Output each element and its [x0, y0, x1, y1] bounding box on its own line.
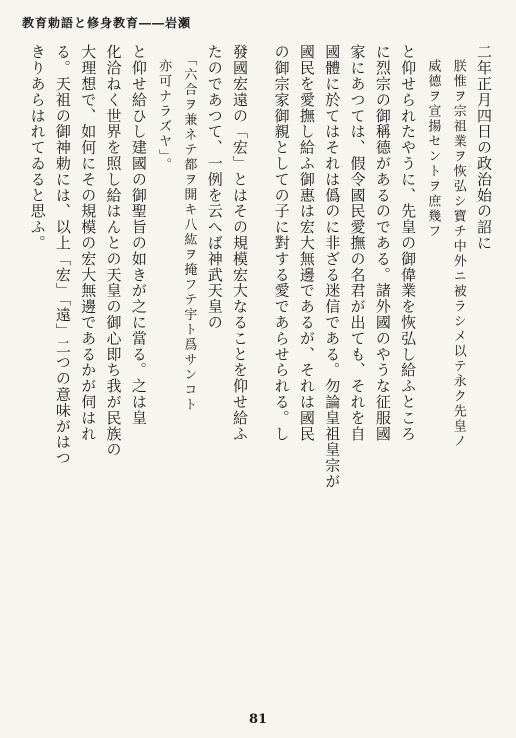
text-line: 化洽ねく世界を照し給はんとの天皇の御心即ち我が民族の	[104, 44, 123, 458]
text-line: 大理想で、如何にその規模の宏大無邊であるかが伺はれ	[79, 44, 98, 442]
text-line: 家にあつては、假令國民愛撫の名君が出ても、それを自	[348, 44, 367, 442]
text-line: 亦可ナラズヤ」。	[156, 44, 172, 173]
text-line: 發國宏遠の「宏」とはその規模宏大なることを仰せ給ふ	[231, 44, 249, 442]
left-text-column	[22, 44, 252, 694]
text-line: きりあらはれてゐると思ふ。	[28, 44, 47, 251]
text-line: 二年正月四日の政治始の詔に	[475, 44, 493, 251]
text-line: 威德ヲ宣揚セントヲ庶幾フ	[425, 44, 441, 239]
text-line: 朕惟ヲ宗祖業ヲ恢弘シ寶チ中外ニ被ラシメ以テ永ク先皇ノ	[450, 44, 466, 449]
text-line: 國民を愛撫し給ふ御惠は宏大無邊であるが、それは國民	[297, 44, 316, 442]
running-header: 教育勅語と修身教育――岩瀬	[22, 16, 192, 30]
text-line	[22, 44, 24, 694]
text-line: に烈宗の御稱德があるのである。諸外國のやうな征服國	[373, 44, 392, 442]
page-number: 81	[248, 712, 268, 727]
text-line: と仰せ給ひし建國の御聖旨の如きが之に當る。之は皇	[129, 44, 148, 426]
right-text-column	[268, 44, 496, 694]
text-line: 國體に於てはそれは僞のに非ざる迷信である。勿論皇祖皇宗が	[323, 44, 342, 490]
text-line: 「六合ヲ兼ネテ都ヲ開キ八紘ヲ掩フテ宇ト爲サンコト	[181, 44, 197, 413]
text-line: と仰せられたやうに、先皇の御偉業を恢弘し給ふところ	[399, 44, 418, 442]
text-line: る。天祖の御神勅には、以上「宏」「遠」二つの意味がはつ	[53, 44, 72, 466]
text-line: の御宗家御親としての子に對する愛であらせられる。し	[272, 44, 291, 442]
text-line: たのであつて、一例を云へば神武天皇の	[205, 44, 224, 331]
